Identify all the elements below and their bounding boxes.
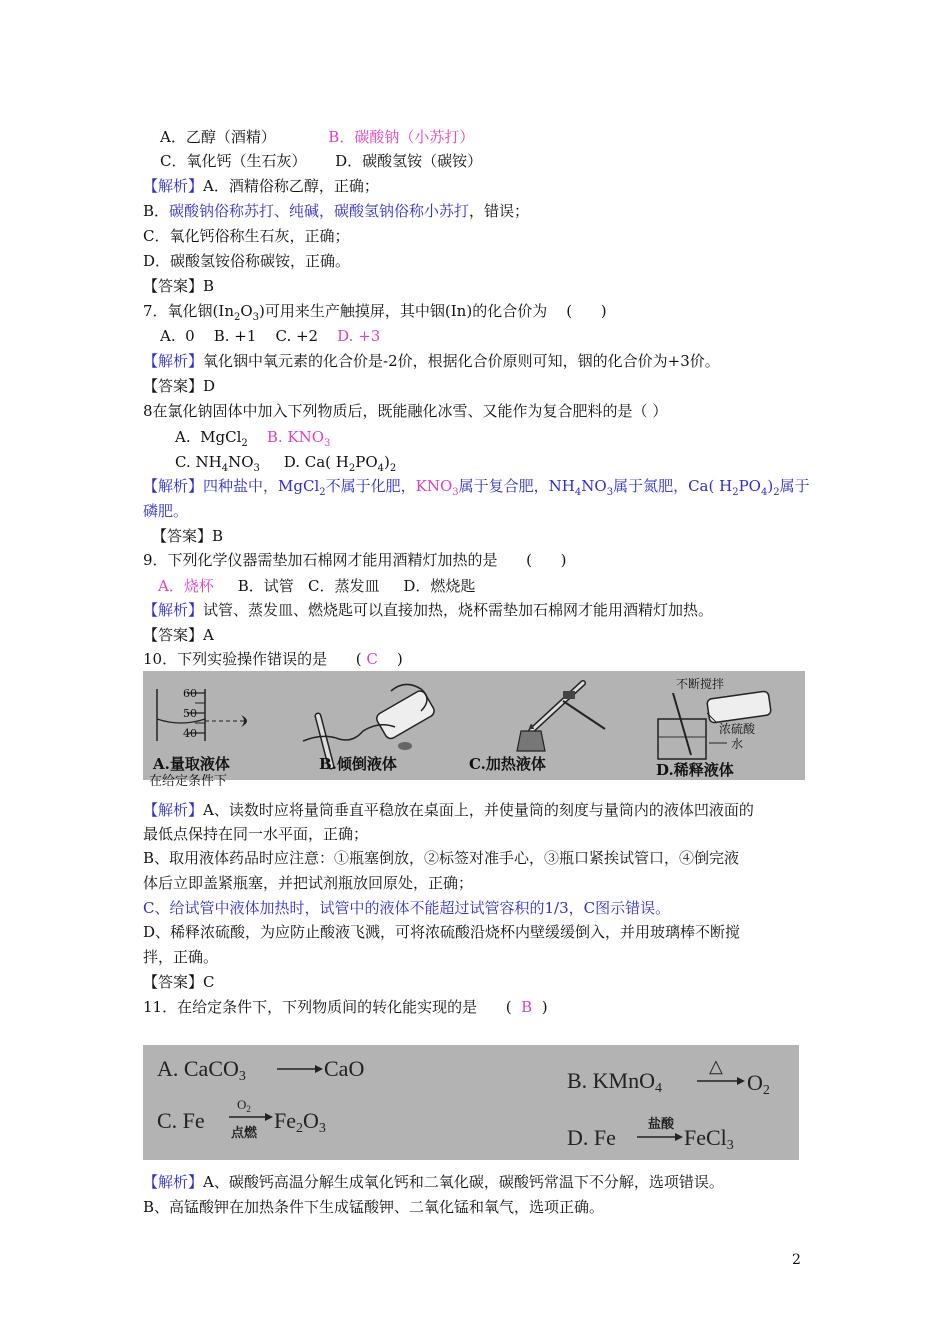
water-label: 水 <box>731 737 744 751</box>
q10-stem: 10．下列实验操作错误的是 ( C ) <box>143 650 403 668</box>
lab-operations-drawing <box>143 671 805 789</box>
q6-explanation-d: D．碳酸氢铵俗称碳铵，正确。 <box>143 252 351 270</box>
conv-d-product: FeCl3 <box>684 1125 734 1153</box>
conv-c-top: $O_2$ <box>237 1097 251 1114</box>
q6-answer: 【答案】B <box>143 277 215 295</box>
q8-options-row-1: A. MgCl$_2$ B. $KNO_3$ <box>175 428 331 449</box>
q11-explanation-b: B、高锰酸钾在加热条件下生成锰酸钾、二氧化锰和氧气，选项正确。 <box>143 1198 605 1216</box>
pouring-liquid-icon <box>303 684 436 766</box>
q6-option-c: C．氧化钙（生石灰） <box>160 152 307 170</box>
q7-answer-paren: ( ) <box>566 302 607 320</box>
heating-liquid-icon <box>517 683 605 751</box>
conv-d-condition: 盐酸 <box>648 1116 675 1131</box>
conv-d-reactant: D. Fe <box>567 1125 616 1150</box>
conv-b-reactant: B. KMnO4 <box>567 1068 663 1096</box>
conv-c-product: Fe2O3 <box>274 1108 326 1136</box>
q10-explanation-d2: 拌，正确。 <box>143 948 219 966</box>
conv-b-product: O2 <box>747 1070 770 1098</box>
q8-explanation-1: 【解析】四种盐中，MgCl$_2$不属于化肥，$KNO_3$属于复合肥，$NH_4NO_3$属于氮肥，Ca( $H_2PO_4)_2$属于 <box>143 477 810 498</box>
q7-answer: 【答案】D <box>143 377 216 395</box>
caption-a: A.量取液体 <box>153 755 230 773</box>
q6-explanation-tag: 【解析】 <box>143 177 204 195</box>
graduated-cylinder-icon <box>157 689 247 741</box>
acid-label: 浓硫酸 <box>719 722 756 736</box>
conversion-figure <box>143 1045 799 1160</box>
q6-option-a: A．乙醇（酒精） <box>160 128 276 146</box>
q6-explanation-a: 【解析】A．酒精俗称乙醇，正确； <box>143 177 379 195</box>
q11-answer-mark: B <box>521 998 533 1016</box>
caption-b: B.倾倒液体 <box>319 755 397 773</box>
cylinder-tick-50: 50 <box>183 707 197 720</box>
page-number: 2 <box>792 1252 801 1268</box>
cutoff-text: 在给定条件下 <box>149 774 228 789</box>
q10-answer: 【答案】C <box>143 973 215 991</box>
conv-c-bottom: 点燃 <box>231 1125 258 1140</box>
q6-option-b: B．碳酸钠（小苏打） <box>328 128 475 146</box>
q7-options: A. 0 B. +1 C. +2 D. +3 <box>160 327 381 345</box>
q9-stem: 9．下列化学仪器需垫加石棉网才能用酒精灯加热的是 ( ) <box>143 551 567 569</box>
q8-stem: 8在氯化钠固体中加入下列物质后，既能融化冰雪、又能作为复合肥料的是（ ） <box>143 402 668 420</box>
q11-stem: 11．在给定条件下，下列物质间的转化能实现的是 ( B ) <box>143 998 548 1016</box>
q9-answer: 【答案】A <box>143 626 214 644</box>
q7-explanation: 【解析】氧化铟中氧元素的化合价是-2价，根据化合价原则可知，铟的化合价为+3价。 <box>143 352 720 370</box>
lab-operations-figure <box>143 671 805 789</box>
conv-c-reactant: C. Fe <box>157 1108 205 1133</box>
q9-options: A．烧杯 B．试管 C．蒸发皿 D．燃烧匙 <box>158 577 476 595</box>
conv-a-product: CaO <box>324 1056 365 1081</box>
q8-option-b: B. KNO <box>266 428 325 446</box>
q10-answer-mark: C <box>366 650 378 668</box>
caption-d: D.稀释液体 <box>656 761 734 779</box>
q11-explanation-a: 【解析】A、碳酸钙高温分解生成氧化钙和二氧化碳，碳酸钙常温下不分解，选项错误。 <box>143 1173 724 1191</box>
q9-option-a: A．烧杯 <box>158 577 214 595</box>
conv-b-condition: △ <box>709 1056 723 1076</box>
q10-explanation-c: C、给试管中液体加热时，试管中的液体不能超过试管容积的1/3，C图示错误。 <box>143 899 671 917</box>
q10-explanation-d1: D、稀释浓硫酸，为应防止酸液飞溅，可将浓硫酸沿烧杯内壁缓缓倒入，并用玻璃棒不断搅 <box>143 923 741 941</box>
q6-explanation-c: C．氧化钙俗称生石灰，正确； <box>143 227 350 245</box>
cylinder-tick-60: 60 <box>183 687 197 700</box>
q8-options-row-2: C. $NH_4NO_3$ D. Ca( $H_2PO_4)_2$ <box>175 453 397 474</box>
q6-option-row-2 <box>160 149 482 173</box>
q9-explanation: 【解析】试管、蒸发皿、燃烧匙可以直接加热，烧杯需垫加石棉网才能用酒精灯加热。 <box>143 601 714 619</box>
q10-explanation-b1: B、取用液体药品时应注意：①瓶塞倒放，②标签对准手心，③瓶口紧挨试管口，④倒完液 <box>143 849 740 867</box>
q6-option-row-1 <box>160 125 474 149</box>
cylinder-tick-40: 40 <box>183 727 197 740</box>
q6-explanation-b: B．碳酸钠俗称苏打、纯碱，碳酸氢钠俗称小苏打，错误； <box>143 202 530 220</box>
q7-stem: 7．氧化铟$(In_2O_3)$可用来生产触摸屏，其中铟(In)的化合价为 ( ) <box>143 302 607 323</box>
q10-explanation-b2: 体后立即盖紧瓶塞，并把试剂瓶放回原处，正确； <box>143 874 474 892</box>
conversion-drawing <box>143 1045 799 1160</box>
conv-a-reactant: A. CaCO3 <box>157 1056 246 1084</box>
caption-c: C.加热液体 <box>469 755 546 773</box>
q6-option-d: D．碳酸氢铵（碳铵） <box>335 152 483 170</box>
stir-label: 不断搅拌 <box>676 677 725 691</box>
q8-explanation-2: 磷肥。 <box>143 502 189 520</box>
q7-option-d: D. +3 <box>337 327 381 345</box>
q10-explanation-a1: 【解析】A、读数时应将量筒垂直平稳放在桌面上，并使量筒的刻度与量筒内的液体凹液面的 <box>143 801 754 819</box>
q8-answer: 【答案】B <box>152 527 224 545</box>
q10-explanation-a2: 最低点保持在同一水平面，正确； <box>143 825 369 843</box>
